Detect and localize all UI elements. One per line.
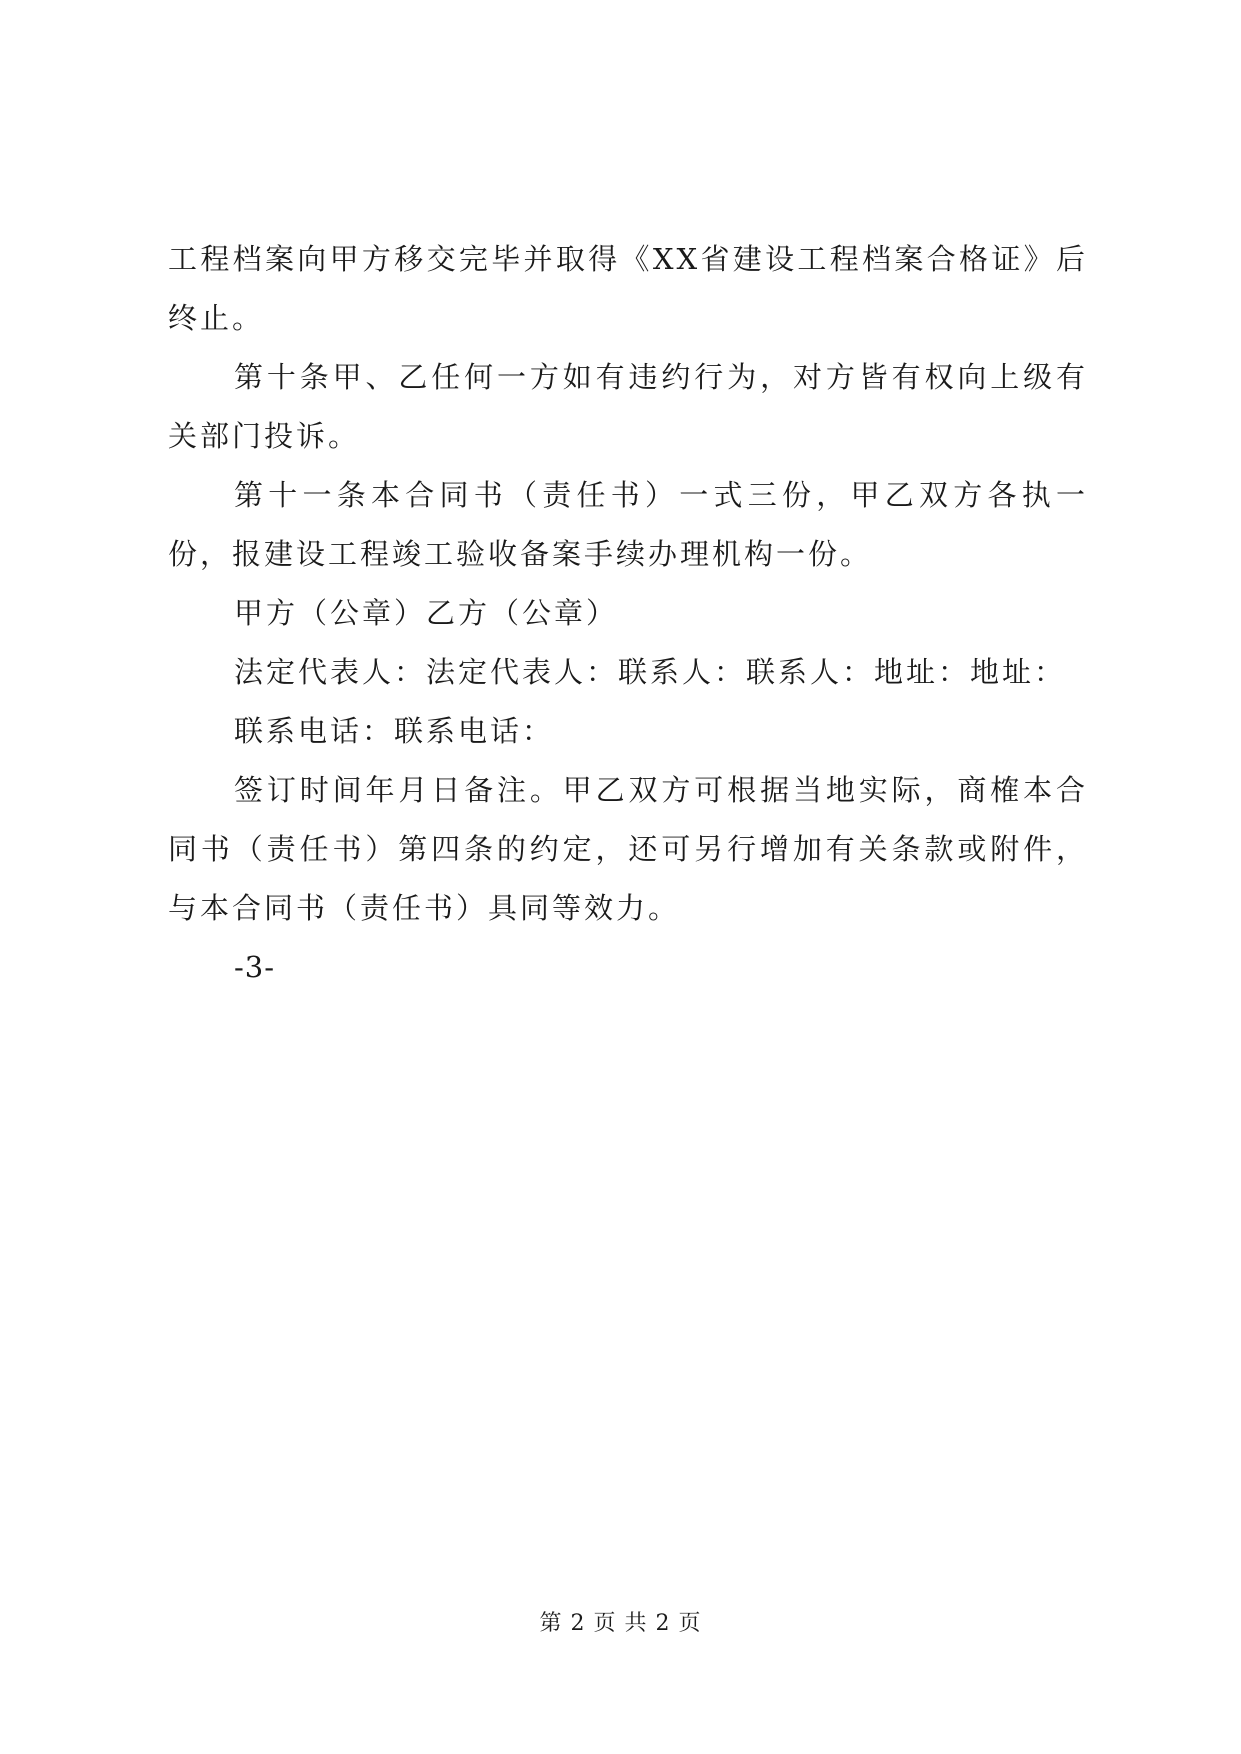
paragraph-article-10: 第十条甲、乙任何一方如有违约行为，对方皆有权向上级有关部门投诉。 xyxy=(168,360,1088,453)
paragraph-article-11: 第十一条本合同书（责任书）一式三份，甲乙双方各执一份，报建设工程竣工验收备案手续办理机构一份。 xyxy=(168,478,1088,571)
page-footer: 第 2 页 共 2 页 xyxy=(539,1611,702,1636)
paragraph-phone: 联系电话：联系电话： xyxy=(234,714,555,748)
paragraph-seals: 甲方（公章）乙方（公章） xyxy=(234,596,619,630)
paragraph-archive-transfer: 工程档案向甲方移交完毕并取得《XX省建设工程档案合格证》后终止。 xyxy=(168,242,1088,335)
paragraph-signing-notes: 签订时间年月日备注。甲乙双方可根据当地实际，商榷本合同书（责任书）第四条的约定，还可另行增加有关条款或附件，与本合同书（责任书）具同等效力。 xyxy=(168,773,1088,925)
paragraph-representatives: 法定代表人：法定代表人：联系人：联系人：地址：地址： xyxy=(234,655,1067,689)
inline-page-number: -3- xyxy=(234,950,276,984)
document-body xyxy=(168,230,1088,997)
